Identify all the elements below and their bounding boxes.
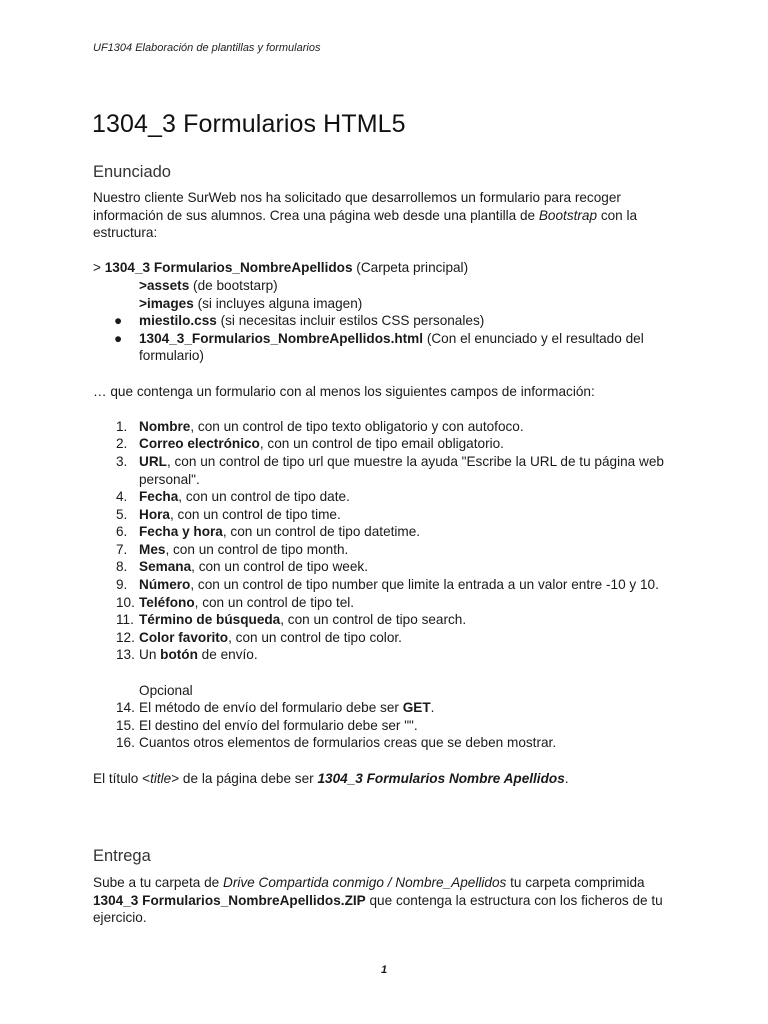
entrega-body xyxy=(93,874,683,927)
structure-css: ● miestilo.css (si necesitas incluir estilos CSS personales) xyxy=(93,312,683,330)
structure-html: ● 1304_3_Formularios_NombreApellidos.html (Con el enunciado y el resultado del formulario) xyxy=(93,330,683,365)
list-item: 15. El destino del envío del formulario debe ser "". xyxy=(116,717,418,733)
running-header: UF1304 Elaboración de plantillas y formularios xyxy=(93,42,321,54)
optional-label: Opcional xyxy=(139,682,193,698)
bullet-icon: ● xyxy=(114,330,123,346)
list-item: 12. Color favorito, con un control de tipo color. xyxy=(116,629,402,645)
structure-root: > 1304_3 Formularios_NombreApellidos (Carpeta principal) xyxy=(93,260,469,276)
section-heading-enunciado: Enunciado xyxy=(93,163,171,181)
list-item: 10. Teléfono, con un control de tipo tel. xyxy=(116,594,355,610)
title-requirement: El título <title> de la página debe ser 1304_3 Formularios Nombre Apellidos. xyxy=(93,770,569,786)
list-item: 11. Término de búsqueda, con un control de tipo search. xyxy=(116,612,467,628)
list-item: 13. Un botón de envío. xyxy=(116,647,258,663)
list-item: 4. Fecha, con un control de tipo date. xyxy=(116,489,350,505)
list-item: 3. URL, con un control de tipo url que muestre la ayuda "Escribe la URL de tu página web personal". xyxy=(116,453,664,487)
list-item: 14. El método de envío del formulario debe ser GET. xyxy=(116,700,435,716)
page-number: 1 xyxy=(380,964,388,976)
list-item: 16. Cuantos otros elementos de formularios creas que se deben mostrar. xyxy=(116,735,557,751)
intro-paragraph: Nuestro cliente SurWeb nos ha solicitado que desarrollemos un formulario para recoger información de sus alumnos. Crea una página web desde una plantilla de Bootstrap con la estructura: xyxy=(93,190,638,241)
structure-images: >images (si incluyes alguna imagen) xyxy=(139,295,363,311)
section-heading-entrega: Entrega xyxy=(93,847,151,865)
enunciado-body xyxy=(93,189,683,787)
list-item: 5. Hora, con un control de tipo time. xyxy=(116,506,341,522)
list-item: 9. Número, con un control de tipo number que limite la entrada a un valor entre -10 y 10. xyxy=(116,577,659,593)
list-item: 1. Nombre, con un control de tipo texto obligatorio y con autofoco. xyxy=(116,418,524,434)
list-item: 6. Fecha y hora, con un control de tipo datetime. xyxy=(116,524,421,540)
structure-assets: >assets (de bootstarp) xyxy=(139,277,278,293)
fields-list xyxy=(93,418,683,647)
list-item: 2. Correo electrónico, con un control de tipo email obligatorio. xyxy=(116,436,504,452)
bullet-icon: ● xyxy=(114,313,123,329)
list-item: 7. Mes, con un control de tipo month. xyxy=(116,541,349,557)
list-item: 8. Semana, con un control de tipo week. xyxy=(116,559,368,575)
fields-lead: … que contenga un formulario con al menos los siguientes campos de información: xyxy=(93,383,595,399)
document-title: 1304_3 Formularios HTML5 xyxy=(92,110,406,138)
entrega-paragraph: Sube a tu carpeta de Drive Compartida conmigo / Nombre_Apellidos tu carpeta comprimida 1304_3 Formularios_NombreApellidos.ZIP que contenga la estructura con los ficheros de tu ejercicio. xyxy=(93,875,663,926)
